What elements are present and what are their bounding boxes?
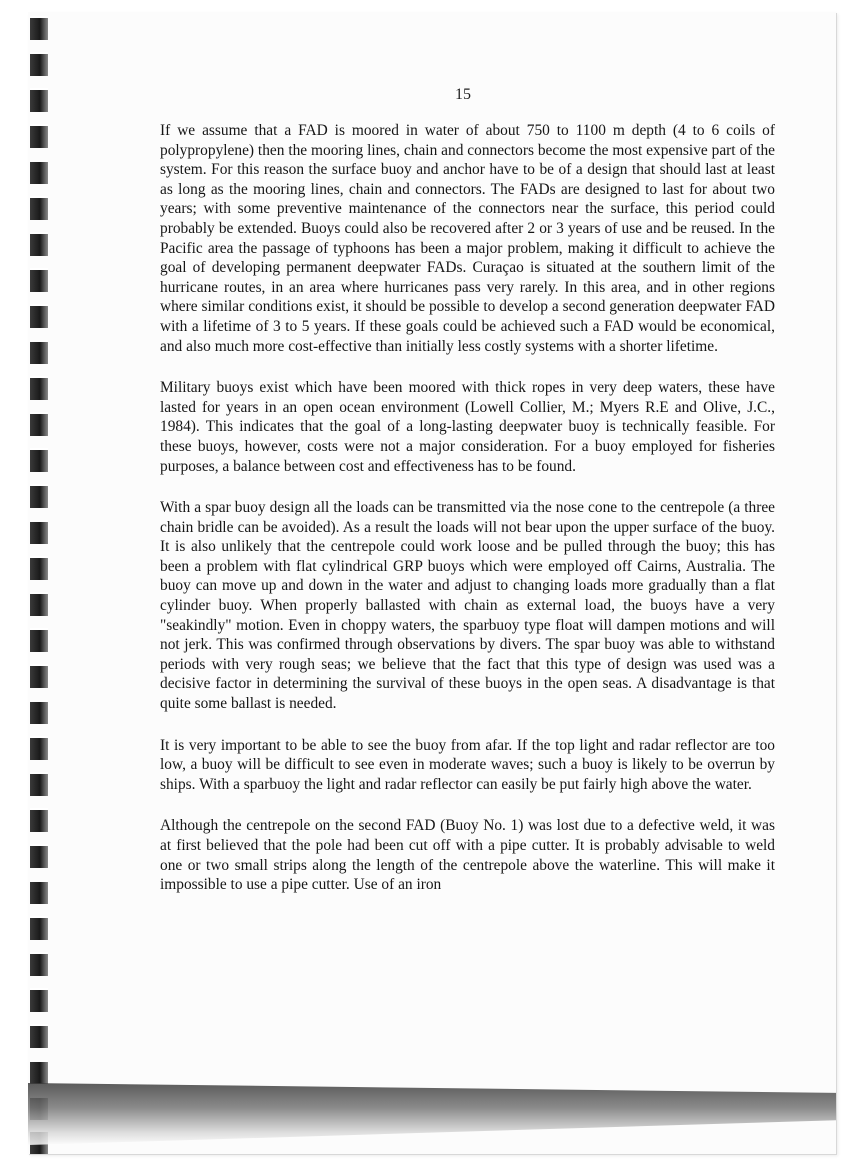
binding-hole [30,736,48,760]
binding-hole [30,16,48,40]
binding-hole [30,1024,48,1048]
binding-hole [30,376,48,400]
binding-hole [30,340,48,364]
paragraph: If we assume that a FAD is moored in water of about 750 to 1100 m depth (4 to 6 coils of polypropylene) then the mooring lines, chain and connectors become the most expensive part of the system. For this reason the surface buoy and anchor have to be of a design that should last at least as long as the mooring lines, chain and connectors. The FADs are designed to last for about two years; with some preventive maintenance of the connectors near the surface, this period could probably be extended. Buoys could also be recovered after 2 or 3 years of use and be reused. In the Pacific area the passage of typhoons has been a major problem, making it difficult to achieve the goal of developing permanent deepwater FADs. Curaçao is situated at the southern limit of the hurricane routes, in an area where hurricanes pass very rarely. In this area, and in other regions where similar conditions exist, it should be possible to develop a second generation deepwater FAD with a lifetime of 3 to 5 years. If these goals could be achieved such a FAD would be economical, and also much more cost-effective than initially less costly systems with a shorter lifetime. [160,122,775,355]
binding-hole [30,844,48,868]
paragraph: It is very important to be able to see the buoy from afar. If the top light and radar reflector are too low, a buoy will be difficult to see even in moderate waves; such a buoy is likely to be overrun by ships. With a sparbuoy the light and radar reflector can easily be put fairly high above the water. [160,736,775,793]
binding-hole [30,268,48,292]
binding-hole [30,88,48,112]
binding-hole [30,160,48,184]
binding-hole [30,448,48,472]
binding-hole [30,124,48,148]
binding-hole [30,556,48,580]
binding-hole [30,700,48,724]
binding-hole [30,880,48,904]
binding-hole [30,412,48,436]
binding-hole [30,988,48,1012]
paragraph: With a spar buoy design all the loads can be transmitted via the nose cone to the centrepole (a three chain bridle can be avoided). As a result the loads will not bear upon the upper surface of the buoy. It is also unlikely that the centrepole could work loose and be pulled through the buoy; this has been a problem with flat cylindrical GRP buoys which were employed off Cairns, Australia. The buoy can move up and down in the water and adjust to changing loads more gradually than a flat cylinder buoy. When properly ballasted with chain as external load, the buoys have a very "seakindly" motion. Even in choppy waters, the sparbuoy type float will dampen motions and will not jerk. This was confirmed through observations by divers. The spar buoy was able to withstand periods with very rough seas; we believe that the fact that this type of design was used was a decisive factor in determining the survival of these buoys in the open seas. A disadvantage is that quite some ballast is needed. [160,499,775,713]
binding-hole [30,304,48,328]
page-number: 15 [455,86,471,103]
binding-hole [30,520,48,544]
binding-hole [30,916,48,940]
paragraph: Although the centrepole on the second FAD (Buoy No. 1) was lost due to a defective weld, it was at first believed that the pole had been cut off with a pipe cutter. It is probably advisable to weld one or two small strips along the length of the centrepole above the waterline. This will make it impossible to use a pipe cutter. Use of an iron [160,817,775,894]
binding-hole [30,952,48,976]
binding-hole [30,1060,48,1084]
spiral-binding [28,12,54,1154]
body-text [160,121,775,917]
binding-hole [30,664,48,688]
paragraph: Military buoys exist which have been moored with thick ropes in very deep waters, these have lasted for years in an open ocean environment (Lowell Collier, M.; Myers R.E and Olive, J.C., 1984). This indicates that the goal of a long-lasting deepwater buoy is technically feasible. For these buoys, however, costs were not a major consideration. For a buoy employed for fisheries purposes, a balance between cost and effectiveness has to be found. [160,379,775,475]
binding-hole [30,628,48,652]
binding-hole [30,808,48,832]
binding-hole [30,592,48,616]
binding-hole [30,772,48,796]
binding-hole [30,232,48,256]
binding-hole [30,484,48,508]
binding-hole [30,196,48,220]
binding-hole [30,52,48,76]
